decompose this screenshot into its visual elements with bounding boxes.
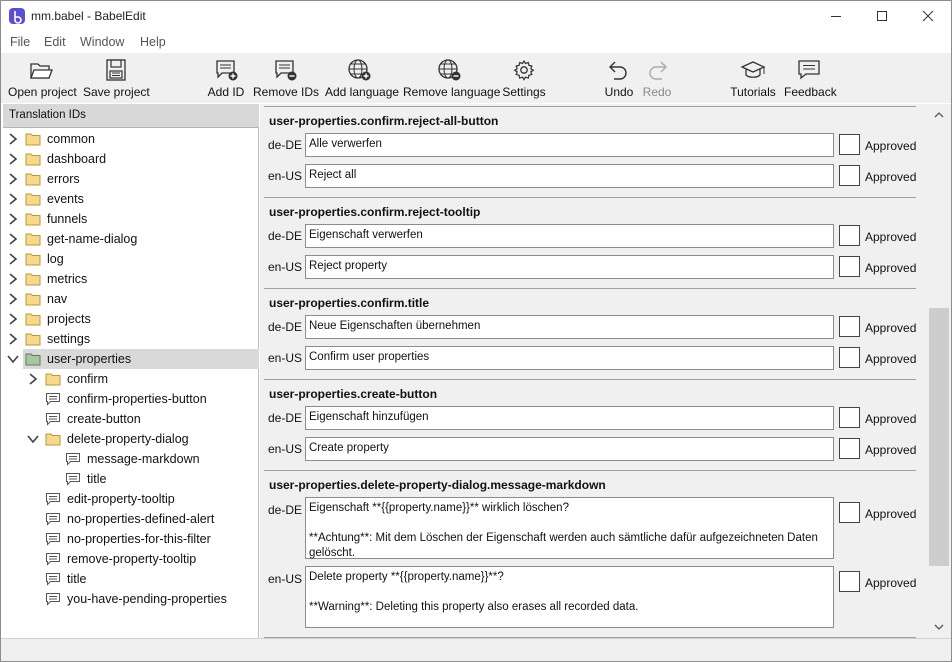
language-code: en-US: [268, 572, 303, 586]
chevron-down-icon[interactable]: [7, 353, 19, 365]
tree-item-label: nav: [47, 292, 68, 306]
chevron-right-icon[interactable]: [7, 133, 19, 145]
translation-input[interactable]: Create property: [305, 437, 834, 461]
approved-label: Approved: [865, 412, 917, 426]
tree-folder[interactable]: [3, 149, 259, 169]
folder-open-icon: [28, 58, 54, 82]
approved-label: Approved: [865, 230, 917, 244]
add-language-icon: [346, 58, 372, 82]
tree-item-label: you-have-pending-properties: [67, 592, 227, 606]
approved-checkbox[interactable]: [839, 256, 860, 277]
translation-id-icon: [45, 492, 61, 506]
menu-bar: [1, 31, 951, 53]
folder-icon: [25, 292, 41, 306]
language-code: de-DE: [268, 503, 303, 517]
approved-checkbox[interactable]: [839, 134, 860, 155]
translation-input[interactable]: Eigenschaft hinzufügen: [305, 406, 834, 430]
menu-help[interactable]: Help: [140, 35, 166, 49]
toolbar: [1, 53, 951, 103]
feedback-icon: [796, 58, 822, 82]
translation-ids-panel: [3, 104, 259, 638]
tree-item-label: edit-property-tooltip: [67, 492, 175, 506]
tutorials-button[interactable]: Tutorials: [729, 58, 777, 102]
redo-button[interactable]: Redo: [642, 58, 672, 102]
tree-folder[interactable]: [3, 429, 259, 449]
translation-input[interactable]: Alle verwerfen: [305, 133, 834, 157]
folder-icon: [25, 352, 41, 366]
approved-checkbox[interactable]: [839, 316, 860, 337]
folder-icon: [25, 232, 41, 246]
entry-divider: [264, 470, 916, 471]
approved-checkbox[interactable]: [839, 407, 860, 428]
language-code: de-DE: [268, 411, 303, 425]
translation-input[interactable]: Delete property **{{property.name}}**? **Warning**: Deleting this property also erases all recorded data.: [305, 566, 834, 628]
folder-icon: [45, 372, 61, 386]
feedback-button[interactable]: Feedback: [784, 58, 834, 102]
chevron-down-icon[interactable]: [27, 433, 39, 445]
tree-item-label: no-properties-for-this-filter: [67, 532, 211, 546]
approved-label: Approved: [865, 443, 917, 457]
tree-item[interactable]: [3, 589, 259, 609]
entry-divider: [264, 288, 916, 289]
tree-item[interactable]: [3, 469, 259, 489]
entry-divider: [264, 197, 916, 198]
tree-item-label: projects: [47, 312, 91, 326]
approved-checkbox[interactable]: [839, 225, 860, 246]
approved-label: Approved: [865, 139, 917, 153]
babeledit-logo-icon: [9, 8, 25, 24]
menu-window[interactable]: Window: [80, 35, 125, 49]
chevron-right-icon[interactable]: [7, 233, 19, 245]
entry-divider: [264, 379, 916, 380]
tree-item[interactable]: [3, 569, 259, 589]
approved-label: Approved: [865, 321, 917, 335]
chevron-right-icon[interactable]: [7, 153, 19, 165]
graduation-cap-icon: [740, 58, 766, 82]
chevron-right-icon[interactable]: [7, 273, 19, 285]
tree-item-label: user-properties: [47, 352, 132, 366]
chevron-right-icon[interactable]: [7, 293, 19, 305]
tree-item-label: delete-property-dialog: [67, 432, 189, 446]
approved-label: Approved: [865, 576, 917, 590]
tree-item[interactable]: [3, 529, 259, 549]
tree-item-label: metrics: [47, 272, 88, 286]
translation-input[interactable]: Confirm user properties: [305, 346, 834, 370]
language-code: de-DE: [268, 138, 303, 152]
panel-header: Translation IDs: [3, 104, 259, 128]
tree-folder[interactable]: [3, 369, 259, 389]
approved-checkbox[interactable]: [839, 438, 860, 459]
maximize-button[interactable]: [859, 1, 905, 31]
tree-item-label: log: [47, 252, 64, 266]
translation-id-icon: [45, 592, 61, 606]
entry-id-title: user-properties.create-button: [269, 387, 438, 401]
tree-item-label: create-button: [67, 412, 141, 426]
translation-input[interactable]: Eigenschaft verwerfen: [305, 224, 834, 248]
folder-icon: [25, 272, 41, 286]
add-id-button[interactable]: Add ID: [205, 58, 247, 102]
remove-ids-icon: [272, 58, 298, 82]
redo-icon: [644, 58, 670, 82]
language-code: de-DE: [268, 229, 303, 243]
chevron-right-icon[interactable]: [27, 373, 39, 385]
tree-item-label: common: [47, 132, 95, 146]
minimize-icon: [830, 10, 842, 22]
remove-ids-button[interactable]: Remove IDs: [253, 58, 317, 102]
vertical-scrollbar[interactable]: [927, 104, 951, 638]
approved-label: Approved: [865, 170, 917, 184]
tree-folder[interactable]: [3, 189, 259, 209]
approved-checkbox[interactable]: [839, 347, 860, 368]
scroll-down-button[interactable]: [927, 616, 951, 638]
maximize-icon: [876, 10, 888, 22]
title-bar: [1, 1, 951, 31]
folder-icon: [25, 252, 41, 266]
tree-item-label: message-markdown: [87, 452, 200, 466]
folder-icon: [25, 192, 41, 206]
scroll-thumb[interactable]: [929, 308, 949, 566]
approved-checkbox[interactable]: [839, 502, 860, 523]
tree-item-label: confirm: [67, 372, 108, 386]
approved-label: Approved: [865, 261, 917, 275]
chevron-up-icon: [927, 104, 951, 126]
status-bar: [1, 638, 951, 661]
undo-icon: [606, 58, 632, 82]
add-language-button[interactable]: Add language: [325, 58, 393, 102]
language-code: en-US: [268, 351, 303, 365]
remove-language-button[interactable]: Remove language: [403, 58, 495, 102]
tree-item[interactable]: [3, 509, 259, 529]
settings-button[interactable]: Settings: [502, 58, 546, 102]
language-code: en-US: [268, 260, 303, 274]
scroll-up-button[interactable]: [927, 104, 951, 126]
language-code: de-DE: [268, 320, 303, 334]
gear-icon: [511, 58, 537, 82]
tree-folder[interactable]: [3, 209, 259, 229]
undo-button[interactable]: Undo: [604, 58, 634, 102]
tree-item-label: title: [87, 472, 107, 486]
tree-item[interactable]: [3, 389, 259, 409]
translation-id-icon: [45, 412, 61, 426]
save-icon: [103, 58, 129, 82]
tree-item-label: dashboard: [47, 152, 107, 166]
open-project-button[interactable]: Open project: [8, 58, 74, 102]
translation-id-icon: [45, 532, 61, 546]
tree-folder[interactable]: [3, 269, 259, 289]
tree-item-label: errors: [47, 172, 80, 186]
folder-icon: [45, 432, 61, 446]
approved-checkbox[interactable]: [839, 571, 860, 592]
save-project-button[interactable]: Save project: [83, 58, 149, 102]
translation-input[interactable]: Reject property: [305, 255, 834, 279]
tree-folder[interactable]: [3, 309, 259, 329]
tree-item[interactable]: [3, 549, 259, 569]
tree-item-label: remove-property-tooltip: [67, 552, 197, 566]
chevron-right-icon[interactable]: [7, 173, 19, 185]
folder-icon: [25, 132, 41, 146]
minimize-button[interactable]: [813, 1, 859, 31]
tree-folder[interactable]: [3, 289, 259, 309]
approved-label: Approved: [865, 507, 917, 521]
translation-id-icon: [65, 452, 81, 466]
translation-id-icon: [45, 552, 61, 566]
entry-id-title: user-properties.confirm.reject-all-button: [269, 114, 499, 128]
folder-icon: [25, 332, 41, 346]
tree-folder[interactable]: [3, 129, 259, 149]
translation-input[interactable]: Neue Eigenschaften übernehmen: [305, 315, 834, 339]
tree-item-label: events: [47, 192, 84, 206]
folder-icon: [25, 312, 41, 326]
folder-icon: [25, 152, 41, 166]
chevron-right-icon[interactable]: [7, 193, 19, 205]
entry-id-title: user-properties.confirm.title: [269, 296, 430, 310]
tree-item[interactable]: [3, 409, 259, 429]
tree-item-label: settings: [47, 332, 91, 346]
chevron-down-icon: [927, 616, 951, 638]
tree-item-label: no-properties-defined-alert: [67, 512, 215, 526]
tree-item-label: get-name-dialog: [47, 232, 138, 246]
chevron-right-icon[interactable]: [7, 213, 19, 225]
tree-folder[interactable]: [3, 229, 259, 249]
translation-editor: [260, 104, 927, 638]
folder-icon: [25, 172, 41, 186]
tree-folder[interactable]: [23, 349, 259, 369]
translation-id-icon: [45, 572, 61, 586]
tree-item-label: funnels: [47, 212, 88, 226]
close-icon: [922, 10, 934, 22]
chevron-right-icon[interactable]: [7, 313, 19, 325]
translation-input[interactable]: Reject all: [305, 164, 834, 188]
entry-id-title: user-properties.delete-property-dialog.message-markdown: [269, 478, 606, 492]
add-id-icon: [213, 58, 239, 82]
folder-icon: [25, 212, 41, 226]
tree-item-label: title: [67, 572, 87, 586]
translation-input[interactable]: Eigenschaft **{{property.name}}** wirklich löschen? **Achtung**: Mit dem Löschen der Eigenschaft werden auch sämtliche dafür aufgezeichneten Daten gelöscht.: [305, 497, 834, 559]
approved-checkbox[interactable]: [839, 165, 860, 186]
entry-divider: [264, 106, 916, 107]
tree-folder[interactable]: [3, 249, 259, 269]
tree-item-label: confirm-properties-button: [67, 392, 207, 406]
entry-id-title: user-properties.confirm.reject-tooltip: [269, 205, 481, 219]
language-code: en-US: [268, 169, 303, 183]
chevron-right-icon[interactable]: [7, 253, 19, 265]
tree-item[interactable]: [3, 449, 259, 469]
window-title: mm.babel - BabelEdit: [31, 9, 146, 23]
translation-id-icon: [65, 472, 81, 486]
translation-id-icon: [45, 392, 61, 406]
translation-id-icon: [45, 512, 61, 526]
remove-language-icon: [436, 58, 462, 82]
menu-file[interactable]: File: [10, 35, 31, 49]
close-button[interactable]: [905, 1, 951, 31]
language-code: en-US: [268, 442, 303, 456]
tree-folder[interactable]: [3, 169, 259, 189]
tree-item[interactable]: [3, 489, 259, 509]
approved-label: Approved: [865, 352, 917, 366]
tree-folder[interactable]: [3, 329, 259, 349]
menu-edit[interactable]: Edit: [44, 35, 66, 49]
chevron-right-icon[interactable]: [7, 333, 19, 345]
